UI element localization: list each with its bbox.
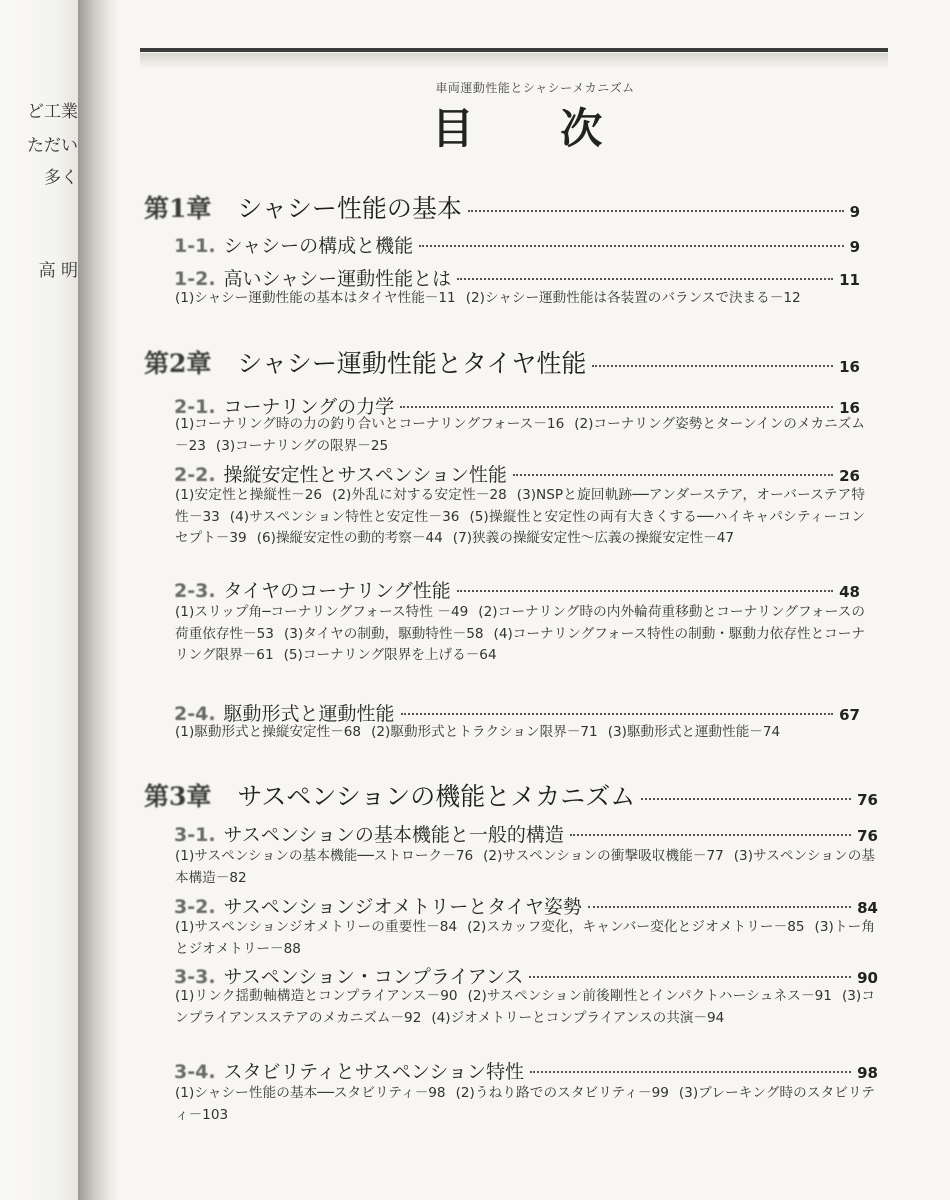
dot-leader	[468, 210, 844, 212]
section-title: タイヤのコーナリング性能	[223, 580, 451, 602]
subsection-item: (2)外乱に対する安定性－28	[332, 487, 507, 503]
section-title: サスペンションジオメトリーとタイヤ姿勢	[223, 896, 582, 918]
dot-leader	[457, 590, 833, 592]
section-title: 駆動形式と運動性能	[223, 703, 395, 725]
subsection-list	[175, 1083, 875, 1126]
subsection-item: (2)スカッフ変化，キャンバー変化とジオメトリー－85	[467, 919, 805, 935]
section-number: 2-2.	[174, 464, 216, 486]
dot-leader	[592, 365, 833, 367]
section-entry	[174, 962, 878, 989]
dot-leader	[588, 906, 851, 908]
section-entry	[174, 820, 878, 847]
page-number: 26	[839, 467, 860, 485]
section-entry	[174, 892, 878, 919]
subsection-item: (4)サスペンション特性と安定性－36	[229, 508, 460, 525]
page-number: 16	[839, 399, 860, 417]
book-subtitle: 車両運動性能とシャシーメカニズム	[435, 81, 635, 95]
subsection-item: (1)駆動形式と操縦安定性－68	[175, 724, 362, 740]
page-number: 98	[857, 1064, 878, 1082]
section-number: 2-1.	[174, 396, 216, 418]
subsection-item: (1)スリップ角─コーナリングフォース特性 －49	[175, 604, 469, 620]
dot-leader	[401, 713, 834, 715]
section-number: 1-2.	[174, 268, 216, 290]
left-page-text: 多く	[44, 168, 78, 188]
subsection-item: (7)狭義の操縦安定性～広義の操縦安定性－47	[452, 530, 735, 547]
subsection-list	[175, 288, 865, 310]
section-entry	[174, 576, 860, 603]
section-number: 1-1.	[174, 235, 216, 257]
left-page	[0, 0, 80, 1200]
section-number: 2-4.	[174, 703, 216, 725]
section-title: シャシーの構成と機能	[223, 235, 414, 257]
subsection-item: (3)タイヤの制動，駆動特性－58	[283, 625, 484, 642]
section-number: 3-3.	[174, 966, 216, 988]
dot-leader	[570, 834, 851, 836]
page-number: 67	[839, 706, 860, 724]
page-number: 9	[849, 238, 860, 256]
page-number: 16	[839, 358, 860, 376]
dot-leader	[457, 278, 833, 280]
book-gutter	[78, 0, 120, 1200]
chapter-entry	[144, 777, 878, 813]
chapter-entry	[144, 344, 860, 380]
subsection-list	[175, 986, 875, 1029]
left-page-text: ただい	[27, 136, 78, 156]
section-entry	[174, 264, 860, 291]
page-title: 目 次	[431, 104, 639, 153]
chapter-entry	[144, 189, 860, 225]
subsection-item: (3)駆動形式と運動性能－74	[607, 724, 781, 740]
subsection-item: (3)コーナリングの限界－25	[215, 437, 389, 454]
subsection-item: (5)操縦性と安定性の両有大きくする──ハイキャパシティーコンセプト－39	[175, 508, 865, 547]
subsection-item: (2)コーナリング時の内外輪荷重移動とコーナリングフォースの荷重依存性－53	[175, 604, 865, 642]
subsection-item: (5)コーナリング限界を上げる－64	[283, 647, 497, 664]
section-title: 高いシャシー運動性能とは	[223, 268, 452, 290]
subsection-item: (3)コンプライアンスステアのメカニズム－92	[175, 988, 875, 1026]
left-page-text: 高 明	[38, 261, 78, 281]
page-number: 90	[857, 969, 878, 987]
subsection-item: (4)ジオメトリーとコンプライアンスの共演－94	[431, 1009, 725, 1026]
section-title: スタビリティとサスペンション特性	[223, 1061, 525, 1083]
subsection-item: (2)うねり路でのスタビリティ－99	[455, 1085, 669, 1101]
dot-leader	[400, 406, 833, 408]
toc-page	[120, 0, 950, 1200]
subsection-list	[175, 485, 865, 550]
section-number: 2-3.	[174, 580, 216, 602]
subsection-item: (3)トー角とジオメトリー－88	[175, 919, 875, 957]
page-number: 84	[857, 899, 878, 917]
subsection-item: (2)駆動形式とトラクション限界－71	[371, 724, 598, 740]
section-title: 操縦安定性とサスペンション性能	[223, 464, 507, 486]
dot-leader	[513, 474, 833, 476]
subsection-list	[175, 917, 875, 960]
page-number: 11	[839, 271, 860, 289]
page-number: 48	[839, 583, 860, 601]
subsection-item: (2)シャシー運動性能は各装置のバランスで決まる－12	[465, 290, 801, 306]
page-number: 76	[857, 791, 878, 809]
subsection-list	[175, 414, 865, 457]
page-number: 9	[849, 203, 860, 221]
section-number: 3-4.	[174, 1061, 216, 1083]
subsection-item: (2)サスペンション前後剛性とインパクトハーシュネス－91	[467, 988, 832, 1004]
header-rule	[140, 48, 888, 52]
subsection-item: (2)コーナリング姿勢とターンインのメカニズム－23	[175, 416, 865, 454]
section-number: 3-2.	[174, 896, 216, 918]
dot-leader	[529, 976, 851, 978]
dot-leader	[641, 798, 851, 800]
subsection-list	[175, 602, 865, 667]
subsection-item: (6)操縦安定性の動的考察－44	[256, 530, 443, 547]
chapter-number: 第1章	[144, 194, 212, 223]
section-number: 3-1.	[174, 824, 216, 846]
dot-leader	[530, 1071, 851, 1073]
chapter-number: 第2章	[144, 349, 212, 378]
subsection-item: (1)シャシー運動性能の基本はタイヤ性能－11	[175, 290, 456, 306]
subsection-item: (4)コーナリングフォース特性の制動・駆動力依存性とコーナリング限界－61	[175, 625, 865, 664]
section-title: サスペンション・コンプライアンス	[223, 966, 524, 988]
dot-leader	[419, 245, 843, 247]
subsection-item: (1)シャシー性能の基本──スタビリティ－98	[175, 1085, 446, 1101]
left-page-text: ど工業	[27, 102, 78, 122]
subsection-list	[175, 846, 875, 889]
subsection-item: (3)NSPと旋回軌跡──アンダーステア，オーバーステア特性－33	[175, 487, 865, 525]
section-entry	[174, 460, 860, 487]
subsection-item: (1)安定性と操縦性－26	[175, 487, 323, 503]
chapter-title: サスペンションの機能とメカニズム	[237, 782, 636, 811]
rule-shadow	[140, 53, 888, 69]
subsection-item: (1)サスペンションの基本機能──ストローク－76	[175, 848, 474, 864]
subsection-item: (1)サスペンションジオメトリーの重要性－84	[175, 919, 458, 935]
subsection-list	[175, 722, 865, 744]
section-title: サスペンションの基本機能と一般的構造	[223, 824, 564, 846]
section-entry	[174, 1057, 878, 1084]
subsection-item: (3)サスペンションの基本構造－82	[175, 848, 875, 886]
subsection-item: (1)リンク揺動軸構造とコンプライアンス－90	[175, 988, 458, 1004]
subsection-item: (3)ブレーキング時のスタビリティ－103	[175, 1085, 875, 1123]
chapter-number: 第3章	[144, 782, 212, 811]
subsection-item: (2)サスペンションの衝撃吸収機能－77	[483, 848, 724, 864]
section-title: コーナリングの力学	[223, 396, 395, 418]
chapter-title: シャシー性能の基本	[237, 194, 462, 223]
chapter-title: シャシー運動性能とタイヤ性能	[237, 349, 587, 378]
page-number: 76	[857, 827, 878, 845]
section-entry	[174, 231, 860, 258]
subsection-item: (1)コーナリング時の力の釣り合いとコーナリングフォース－16	[175, 416, 565, 432]
